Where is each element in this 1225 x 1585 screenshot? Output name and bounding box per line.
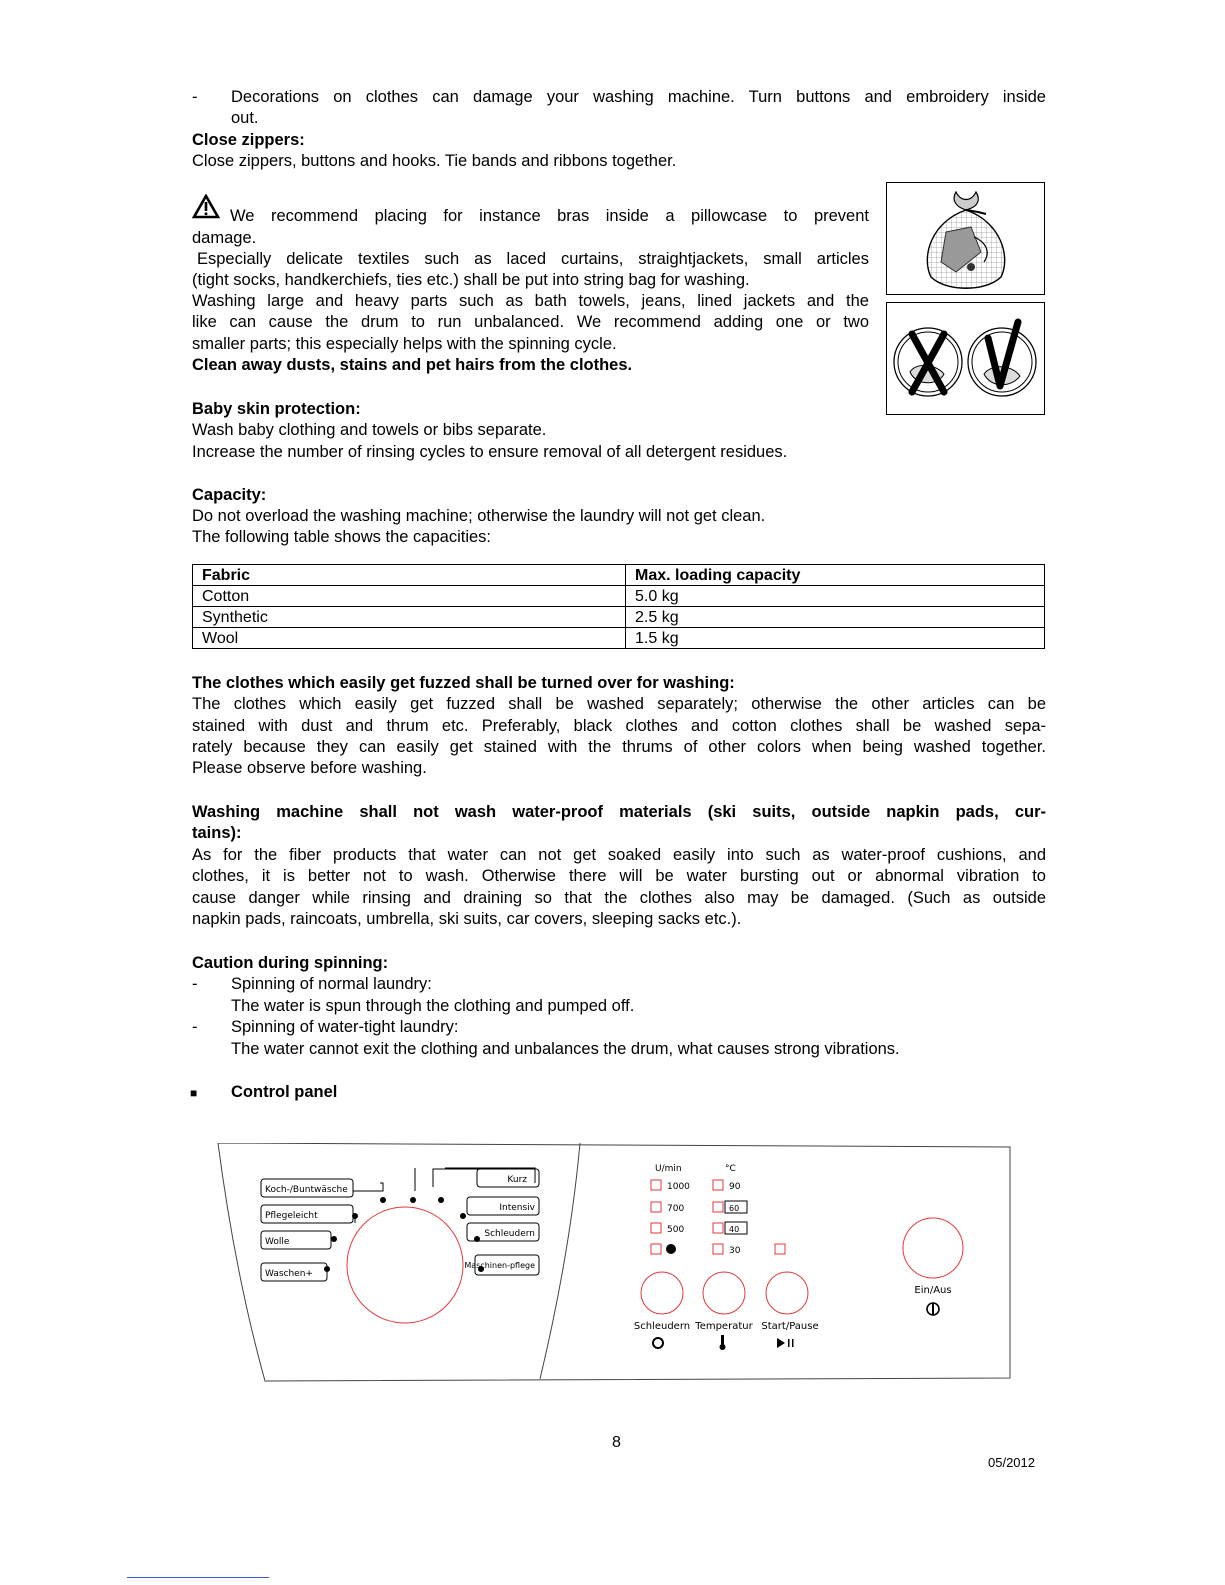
warning-line-8: Clean away dusts, stains and pet hairs from the clothes. bbox=[192, 356, 633, 374]
spin-value: 500 bbox=[667, 1225, 685, 1235]
fuzz-line-3: rately because they can easily get stained with the thrums of other colors when being washed together. bbox=[192, 738, 1046, 756]
waterproof-heading-2: tains): bbox=[192, 824, 242, 842]
warning-line-2: damage. bbox=[192, 229, 257, 247]
warning-line-3: Especially delicate textiles such as laced curtains, straightjackets, small articles bbox=[197, 250, 869, 268]
table-cell-capacity: 2.5 kg bbox=[626, 607, 1045, 628]
spin-value: 700 bbox=[667, 1204, 685, 1214]
drum-load-illustration bbox=[886, 302, 1046, 416]
temperature-button[interactable] bbox=[703, 1272, 745, 1314]
baby-line-2: Increase the number of rinsing cycles to ensure removal of all detergent residues. bbox=[192, 443, 788, 461]
baby-line-1: Wash baby clothing and towels or bibs separate. bbox=[192, 421, 547, 439]
indicator-dot bbox=[324, 1266, 330, 1272]
warning-line-1: We recommend placing for instance bras inside a pillowcase to prevent bbox=[230, 207, 869, 225]
fuzz-line-1: The clothes which easily get fuzzed shall be washed separately; otherwise the other articles can be bbox=[192, 695, 1046, 713]
table-cell-fabric: Synthetic bbox=[193, 607, 626, 628]
table-cell-fabric: Cotton bbox=[193, 586, 626, 607]
table-cell-fabric: Wool bbox=[193, 628, 626, 649]
warning-line-4: (tight socks, handkerchiefs, ties etc.) shall be put into string bag for washing. bbox=[192, 271, 750, 289]
table-header-fabric: Fabric bbox=[193, 565, 626, 586]
indicator-dot bbox=[460, 1213, 466, 1219]
warning-line-5: Washing large and heavy parts such as bath towels, jeans, lined jackets and the bbox=[192, 292, 869, 310]
table-row bbox=[193, 607, 1045, 628]
capacity-heading: Capacity: bbox=[192, 486, 267, 504]
fuzz-heading: The clothes which easily get fuzzed shall be turned over for washing: bbox=[192, 674, 735, 692]
start-pause-button[interactable] bbox=[766, 1272, 808, 1314]
waterproof-line-4: napkin pads, raincoats, umbrella, ski suits, car covers, sleeping sacks etc.). bbox=[192, 910, 742, 928]
zippers-heading: Close zippers: bbox=[192, 131, 305, 149]
table-cell-capacity: 1.5 kg bbox=[626, 628, 1045, 649]
capacity-line-1: Do not overload the washing machine; otherwise the laundry will not get clean. bbox=[192, 507, 766, 525]
indicator-dot bbox=[331, 1236, 337, 1242]
page-number: 8 bbox=[612, 1434, 621, 1451]
spinning-item-1-detail: The water is spun through the clothing and pumped off. bbox=[231, 997, 635, 1015]
laundry-bag-illustration bbox=[886, 182, 1046, 296]
indicator-dot bbox=[410, 1197, 416, 1203]
spin-button[interactable] bbox=[641, 1272, 683, 1314]
table-row bbox=[193, 586, 1045, 607]
table-header-row bbox=[193, 565, 1045, 586]
temp-value: 60 bbox=[729, 1204, 740, 1213]
program-label: Koch-/Buntwäsche bbox=[265, 1185, 348, 1195]
fuzz-line-2: stained with dust and thrum etc. Preferably, black clothes and cotton clothes shall be washed sepa- bbox=[192, 717, 1046, 735]
table-header-capacity: Max. loading capacity bbox=[626, 565, 1045, 586]
program-label: Waschen+ bbox=[265, 1269, 313, 1279]
capacity-table bbox=[192, 564, 1045, 649]
waterproof-line-1: As for the fiber products that water can not get soaked easily into such as water-proof cushions, and bbox=[192, 846, 1046, 864]
list-dash: - bbox=[192, 975, 198, 993]
program-knob[interactable] bbox=[347, 1207, 463, 1323]
waterproof-heading-1: Washing machine shall not wash water-proof materials (ski suits, outside napkin pads, cur- bbox=[192, 803, 1046, 821]
warning-line-7: smaller parts; this especially helps with the spinning cycle. bbox=[192, 335, 617, 353]
spinning-heading: Caution during spinning: bbox=[192, 954, 389, 972]
warning-triangle-icon bbox=[192, 194, 220, 219]
temp-value: 30 bbox=[729, 1246, 741, 1256]
program-label: Schleudern bbox=[484, 1229, 535, 1239]
spinning-item-2-detail: The water cannot exit the clothing and unbalances the drum, what causes strong vibrations. bbox=[231, 1040, 900, 1058]
program-label: Intensiv bbox=[499, 1203, 535, 1213]
spin-header: U/min bbox=[655, 1164, 682, 1174]
capacity-line-2: The following table shows the capacities: bbox=[192, 528, 491, 546]
indicator-dot bbox=[352, 1213, 358, 1219]
temp-value: 90 bbox=[729, 1182, 741, 1192]
waterproof-line-3: cause danger while rinsing and draining so that the clothes also may be damaged. (Such as outside bbox=[192, 889, 1046, 907]
temp-value: 40 bbox=[729, 1225, 740, 1234]
pause-icon bbox=[788, 1339, 790, 1347]
temperature-button-label: Temperatur bbox=[695, 1321, 753, 1332]
bullet-square: ■ bbox=[190, 1086, 198, 1100]
program-label: Maschinen-pflege bbox=[464, 1261, 535, 1270]
decorations-line-2: out. bbox=[231, 109, 259, 127]
indicator-dot bbox=[438, 1197, 444, 1203]
list-dash: - bbox=[192, 1018, 198, 1036]
temp-header: °C bbox=[725, 1164, 736, 1174]
warning-line-6: like can cause the drum to run unbalanced. We recommend adding one or two bbox=[192, 313, 869, 331]
start-indicator bbox=[775, 1244, 785, 1254]
program-label: Wolle bbox=[265, 1237, 290, 1247]
control-panel-diagram bbox=[215, 1143, 1015, 1383]
fuzz-line-4: Please observe before washing. bbox=[192, 759, 427, 777]
power-button[interactable] bbox=[903, 1218, 963, 1278]
waterproof-line-2: clothes, it is better not to wash. Otherwise there will be water bursting out or abnormal vibration to bbox=[192, 867, 1046, 885]
footer-date: 05/2012 bbox=[988, 1455, 1035, 1470]
start-pause-button-label: Start/Pause bbox=[761, 1321, 819, 1332]
indicator-dot bbox=[380, 1197, 386, 1203]
play-icon bbox=[777, 1338, 785, 1348]
spin-button-label: Schleudern bbox=[633, 1321, 691, 1332]
no-spin-icon bbox=[666, 1244, 676, 1254]
footer-rule bbox=[127, 1577, 269, 1578]
decorations-line-1: Decorations on clothes can damage your washing machine. Turn buttons and embroidery inside bbox=[231, 88, 1046, 106]
table-cell-capacity: 5.0 kg bbox=[626, 586, 1045, 607]
power-button-label: Ein/Aus bbox=[914, 1285, 952, 1296]
spin-value: 1000 bbox=[667, 1182, 690, 1192]
zippers-text: Close zippers, buttons and hooks. Tie bands and ribbons together. bbox=[192, 152, 677, 170]
baby-heading: Baby skin protection: bbox=[192, 400, 361, 418]
table-row bbox=[193, 628, 1045, 649]
spinning-item-2: Spinning of water-tight laundry: bbox=[231, 1018, 459, 1036]
spinning-item-1: Spinning of normal laundry: bbox=[231, 975, 432, 993]
program-label: Pflegeleicht bbox=[265, 1211, 318, 1221]
program-label: Kurz bbox=[507, 1175, 527, 1185]
spin-icon bbox=[653, 1338, 663, 1348]
control-panel-heading: Control panel bbox=[231, 1083, 338, 1101]
list-dash: - bbox=[192, 88, 198, 106]
